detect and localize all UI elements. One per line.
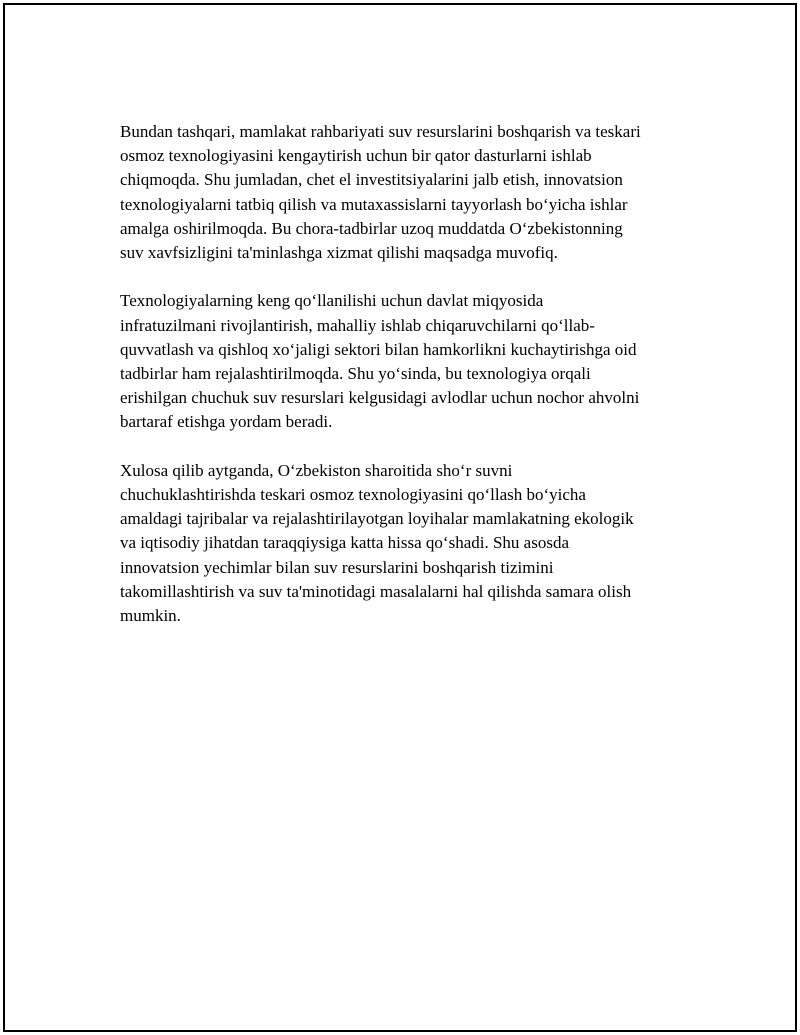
paragraph-line: Xulosa qilib aytganda, Oʻzbekiston sharoitida shoʻr suvni [120,460,513,480]
paragraph-2 [120,289,690,434]
paragraph-line: takomillashtirish va suv ta'minotidagi masalalarni hal qilishda samara olish [120,581,632,601]
paragraph-line: erishilgan chuchuk suv resurslari kelgusidagi avlodlar uchun nochor ahvolni [120,388,640,408]
paragraph-line: quvvatlash va qishloq xoʻjaligi sektori bilan hamkorlikni kuchaytirishga oid [120,339,637,359]
paragraph-line: tadbirlar ham rejalashtirilmoqda. Shu yoʻsinda, bu texnologiya orqali [120,364,591,384]
paragraph-line: texnologiyalarni tatbiq qilish va mutaxassislarni tayyorlash boʻyicha ishlar [120,194,628,214]
paragraph-1 [120,120,690,265]
paragraph-line: innovatsion yechimlar bilan suv resurslarini boshqarish tizimini [120,557,554,577]
paragraph-3 [120,459,690,628]
paragraph-line: chiqmoqda. Shu jumladan, chet el investitsiyalarini jalb etish, innovatsion [120,170,623,190]
paragraph-line: chuchuklashtirishda teskari osmoz texnologiyasini qoʻllash boʻyicha [120,485,586,505]
page-frame [3,3,797,1032]
paragraph-line: osmoz texnologiyasini kengaytirish uchun bir qator dasturlarni ishlab [120,146,592,166]
paragraph-line: amalga oshirilmoqda. Bu chora-tadbirlar uzoq muddatda Oʻzbekistonning [120,218,623,238]
paragraph-line: infratuzilmani rivojlantirish, mahalliy ishlab chiqaruvchilarni qoʻllab- [120,315,595,335]
paragraph-line: Bundan tashqari, mamlakat rahbariyati suv resurslarini boshqarish va teskari [120,122,641,141]
paragraph-line: Texnologiyalarning keng qoʻllanilishi uchun davlat miqyosida [120,291,544,311]
paragraph-line: mumkin. [120,606,181,626]
paragraph-line: amaldagi tajribalar va rejalashtirilayotgan loyihalar mamlakatning ekologik [120,509,634,529]
paragraph-line: bartaraf etishga yordam beradi. [120,412,333,432]
document-body [120,120,690,652]
paragraph-line: suv xavfsizligini ta'minlashga xizmat qilishi maqsadga muvofiq. [120,243,558,263]
paragraph-line: va iqtisodiy jihatdan taraqqiysiga katta hissa qoʻshadi. Shu asosda [120,533,570,553]
